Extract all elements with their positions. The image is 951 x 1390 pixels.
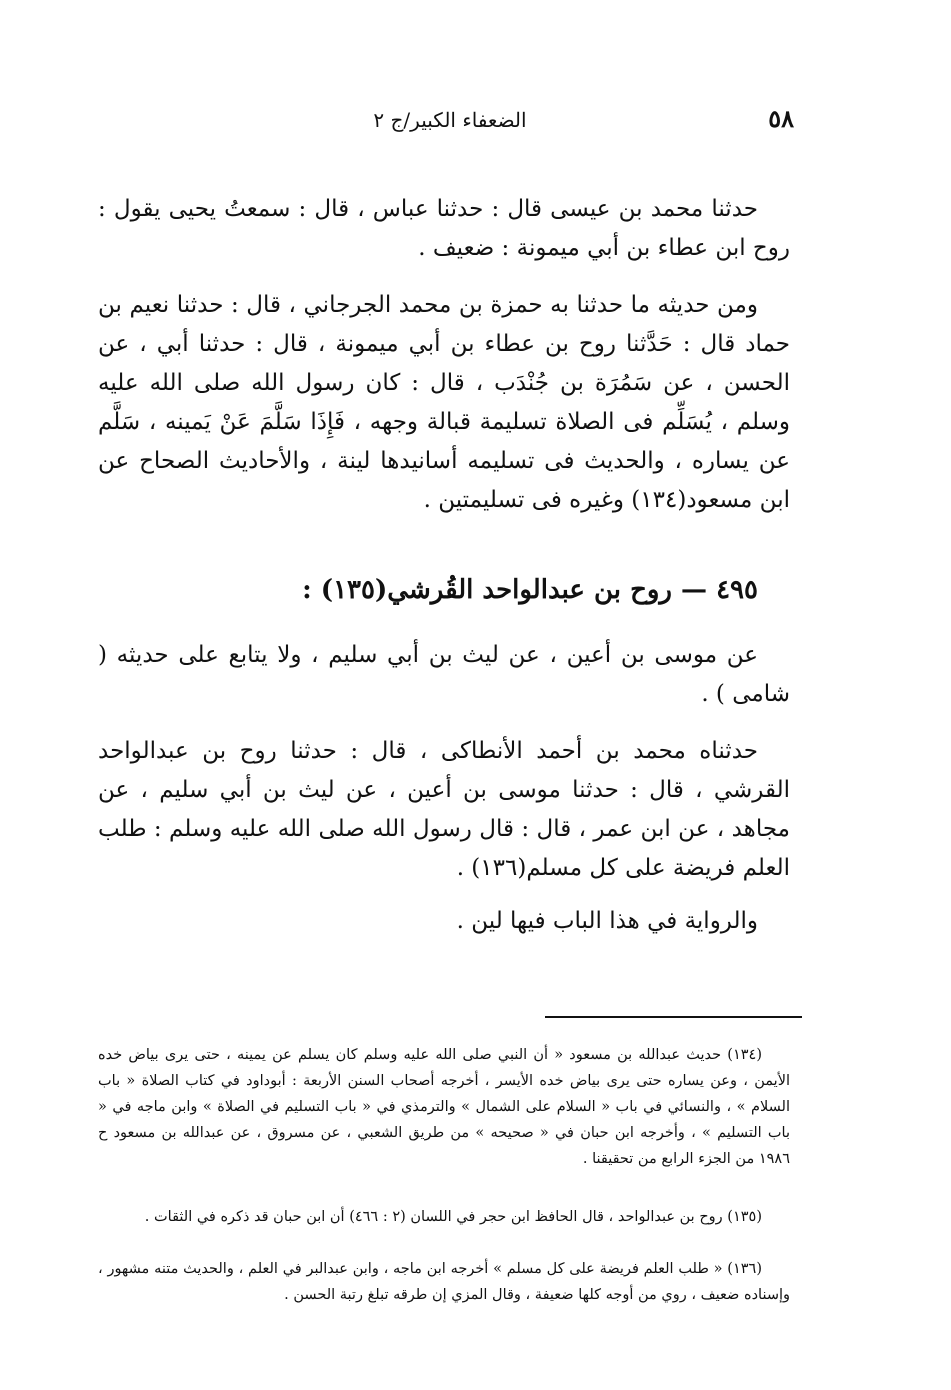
paragraph — [98, 732, 790, 888]
paragraph-text: عن موسى بن أعين ، عن ليث بن أبي سليم ، ولا يتابع على حديثه ( شامى ) . — [98, 642, 790, 707]
footnote-136 — [98, 1256, 790, 1308]
footnote-text: (١٣٦) « طلب العلم فريضة على كل مسلم » أخرجه ابن ماجه ، وابن عبدالبر في العلم ، والحديث متنه مشهور ، وإسناده ضعيف ، روي من أوجه كلها ضعيفة ، وقال المزي إن طرقه تبلغ رتبة الحسن . — [98, 1261, 790, 1303]
footnote-134 — [98, 1042, 790, 1172]
footnote-text: (١٣٤) حديث عبدالله بن مسعود « أن النبي صلى الله عليه وسلم كان يسلم عن يمينه ، حتى يرى بياض خده الأيمن ، وعن يساره حتى يرى بياض خده الأيسر ، أخرجه أصحاب السنن الأربعة : أبوداود في كتاب الصلاة « باب السلام » ، والنسائي في باب « السلام على الشمال » والترمذي في « باب التسليم في الصلاة » وابن ماجه في « باب التسليم » ، وأخرجه ابن حبان في « صحيحه » من طريق الشعبي ، عن مسروق ، عن عبدالله بن مسعود ح ١٩٨٦ من الجزء الرابع من تحقيقنا . — [98, 1047, 790, 1167]
entry-heading: ٤٩٥ — روح بن عبدالواحد القُرشي(١٣٥) : — [302, 575, 758, 605]
footnote-text: (١٣٥) روح بن عبدالواحد ، قال الحافظ ابن حجر في اللسان (٢ : ٤٦٦) أن ابن حبان قد ذكره في الثقات . — [144, 1209, 762, 1225]
footnote-135 — [98, 1204, 790, 1230]
paragraph — [98, 190, 790, 268]
paragraph-text: حدثنا محمد بن عيسى قال : حدثنا عباس ، قال : سمعتُ يحيى يقول : روح ابن عطاء بن أبي ميمونة : ضعيف . — [98, 196, 790, 261]
paragraph — [98, 286, 790, 520]
paragraph — [98, 902, 790, 941]
paragraph-text: حدثناه محمد بن أحمد الأنطاكى ، قال : حدثنا روح بن عبدالواحد القرشي ، قال : حدثنا موسى بن أعين ، عن ليث بن أبي سليم ، عن مجاهد ، عن ابن عمر ، قال : قال رسول الله صلى الله عليه وسلم : طلب العلم فريضة على كل مسلم(١٣٦) . — [98, 738, 790, 881]
footnote-divider — [545, 1016, 802, 1018]
page-number: ٥٨ — [768, 104, 794, 133]
page-header — [100, 104, 800, 144]
paragraph-text: والرواية في هذا الباب فيها لين . — [456, 908, 758, 934]
running-title: الضعفاء الكبير/ج ٢ — [373, 108, 527, 132]
paragraph-text: ومن حديثه ما حدثنا به حمزة بن محمد الجرجاني ، قال : حدثنا نعيم بن حماد قال : حَدَّثنا روح بن عطاء بن أبي ميمونة ، قال : حدثنا أبي ، عن الحسن ، عن سَمُرَة بن جُنْدَب ، قال : كان رسول الله صلى الله عليه وسلم ، يُسَلِّم فى الصلاة تسليمة قبالة وجهه ، فَإِذَا سَلَّمَ عَنْ يَمينه ، سَلَّم عن يساره ، والحديث فى تسليمه أسانيدها لينة ، والأحاديث الصحاح عن ابن مسعود(١٣٤) وغيره فى تسليمتين . — [98, 292, 790, 513]
paragraph — [98, 636, 790, 714]
